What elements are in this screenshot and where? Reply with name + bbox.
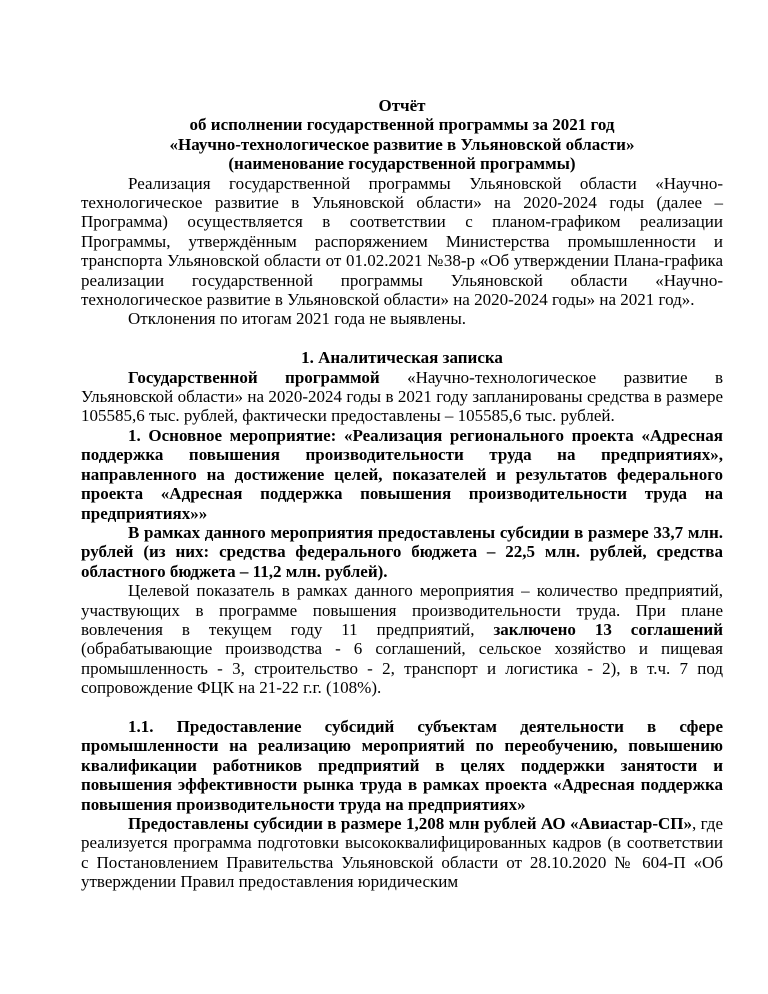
deviations-paragraph: Отклонения по итогам 2021 года не выявлены. bbox=[128, 309, 467, 329]
spacer bbox=[81, 698, 723, 717]
title-line-2: об исполнении государственной программы за 2021 год bbox=[189, 115, 615, 135]
measure-1-paragraph bbox=[81, 426, 723, 523]
intro-paragraph: Реализация государственной программы Ульяновской области «Научно-технологическое развитие в Ульяновской области» на 2020-2024 годы (далее – Программа) осуществляется в соответствии с планом-графиком реализации Программы, утверждённым распоряжением Министерства промышленности и транспорта Ульяновской области от 01.02.2021 №38-р «Об утверждении Плана-графика реализации государственной программы Ульяновской области «Научно-технологическое развитие в Ульяновской области» на 2020-2024 годы» на 2021 год». bbox=[81, 173, 723, 310]
title-line-1: Отчёт bbox=[378, 96, 426, 115]
funding-bold: Государственной программой bbox=[128, 367, 380, 387]
target-text-a: Целевой показатель в рамках данного мероприятия – количество предприятий, участвующих в программе повышения производительности труда. При плане вовлечения в текущем году 11 предприятий, bbox=[81, 581, 723, 639]
target-bold-b: 13 соглашений bbox=[594, 619, 723, 639]
title-line-3: «Научно-технологическое развитие в Ульяновской области» bbox=[169, 134, 635, 154]
title-line-4: (наименование государственной программы) bbox=[228, 154, 576, 174]
funding-text: «Научно-технологическое развитие в Ульяновской области» на 2020-2024 годы в 2021 году запланированы средства в размере 105585,6 тыс. рублей, фактически предоставлены – 105585,6 тыс. рублей. bbox=[81, 367, 723, 426]
subsection-1-1-text: 1.1. Предоставление субсидий субъектам деятельности в сфере промышленности на реализацию мероприятий по переобучению, повышению квалификации работников предприятий в целях поддержки занятости и повышения эффективности рынка труда в рамках проекта «Адресная поддержка повышения производительности труда на предприятиях» bbox=[81, 716, 723, 814]
subsection-1-1-paragraph bbox=[81, 717, 723, 814]
provided-text: , где реализуется программа подготовки высококвалифицированных кадров (в соответствии с Постановлением Правительства Ульяновской области от 28.10.2020 № 604-П «Об утверждении Правил предоставления юридическим bbox=[81, 814, 723, 892]
provided-paragraph bbox=[81, 814, 723, 892]
subsidies-paragraph bbox=[81, 523, 723, 581]
measure-1-text: 1. Основное мероприятие: «Реализация регионального проекта «Адресная поддержка повышения производительности труда на предприятиях», направленного на достижение целей, показателей и результатов федерального проекта «Адресная поддержка повышения производительности труда на предприятиях»» bbox=[81, 425, 723, 523]
subsidies-text: В рамках данного мероприятия предоставлены субсидии в размере 33,7 млн. рублей (из них: средства федерального бюджета – 22,5 млн. рублей, средства областного бюджета – 11,2 млн. рублей). bbox=[81, 522, 723, 581]
spacer bbox=[81, 329, 723, 348]
funding-paragraph bbox=[81, 368, 723, 426]
report-title bbox=[81, 96, 723, 174]
target-bold-a: заключено bbox=[493, 619, 576, 639]
target-paragraph bbox=[81, 581, 723, 697]
document-page bbox=[81, 96, 723, 892]
target-text-c: (обрабатывающие производства - 6 соглашений, сельское хозяйство и пищевая промышленность - 3, строительство - 2, транспорт и логистика - 2), в т.ч. 7 под сопровождение ФЦК на 21-22 г.г. (108%). bbox=[81, 639, 723, 698]
provided-bold: Предоставлены субсидии в размере 1,208 млн рублей АО «Авиастар-СП» bbox=[128, 814, 692, 833]
section-heading: 1. Аналитическая записка bbox=[301, 348, 503, 368]
